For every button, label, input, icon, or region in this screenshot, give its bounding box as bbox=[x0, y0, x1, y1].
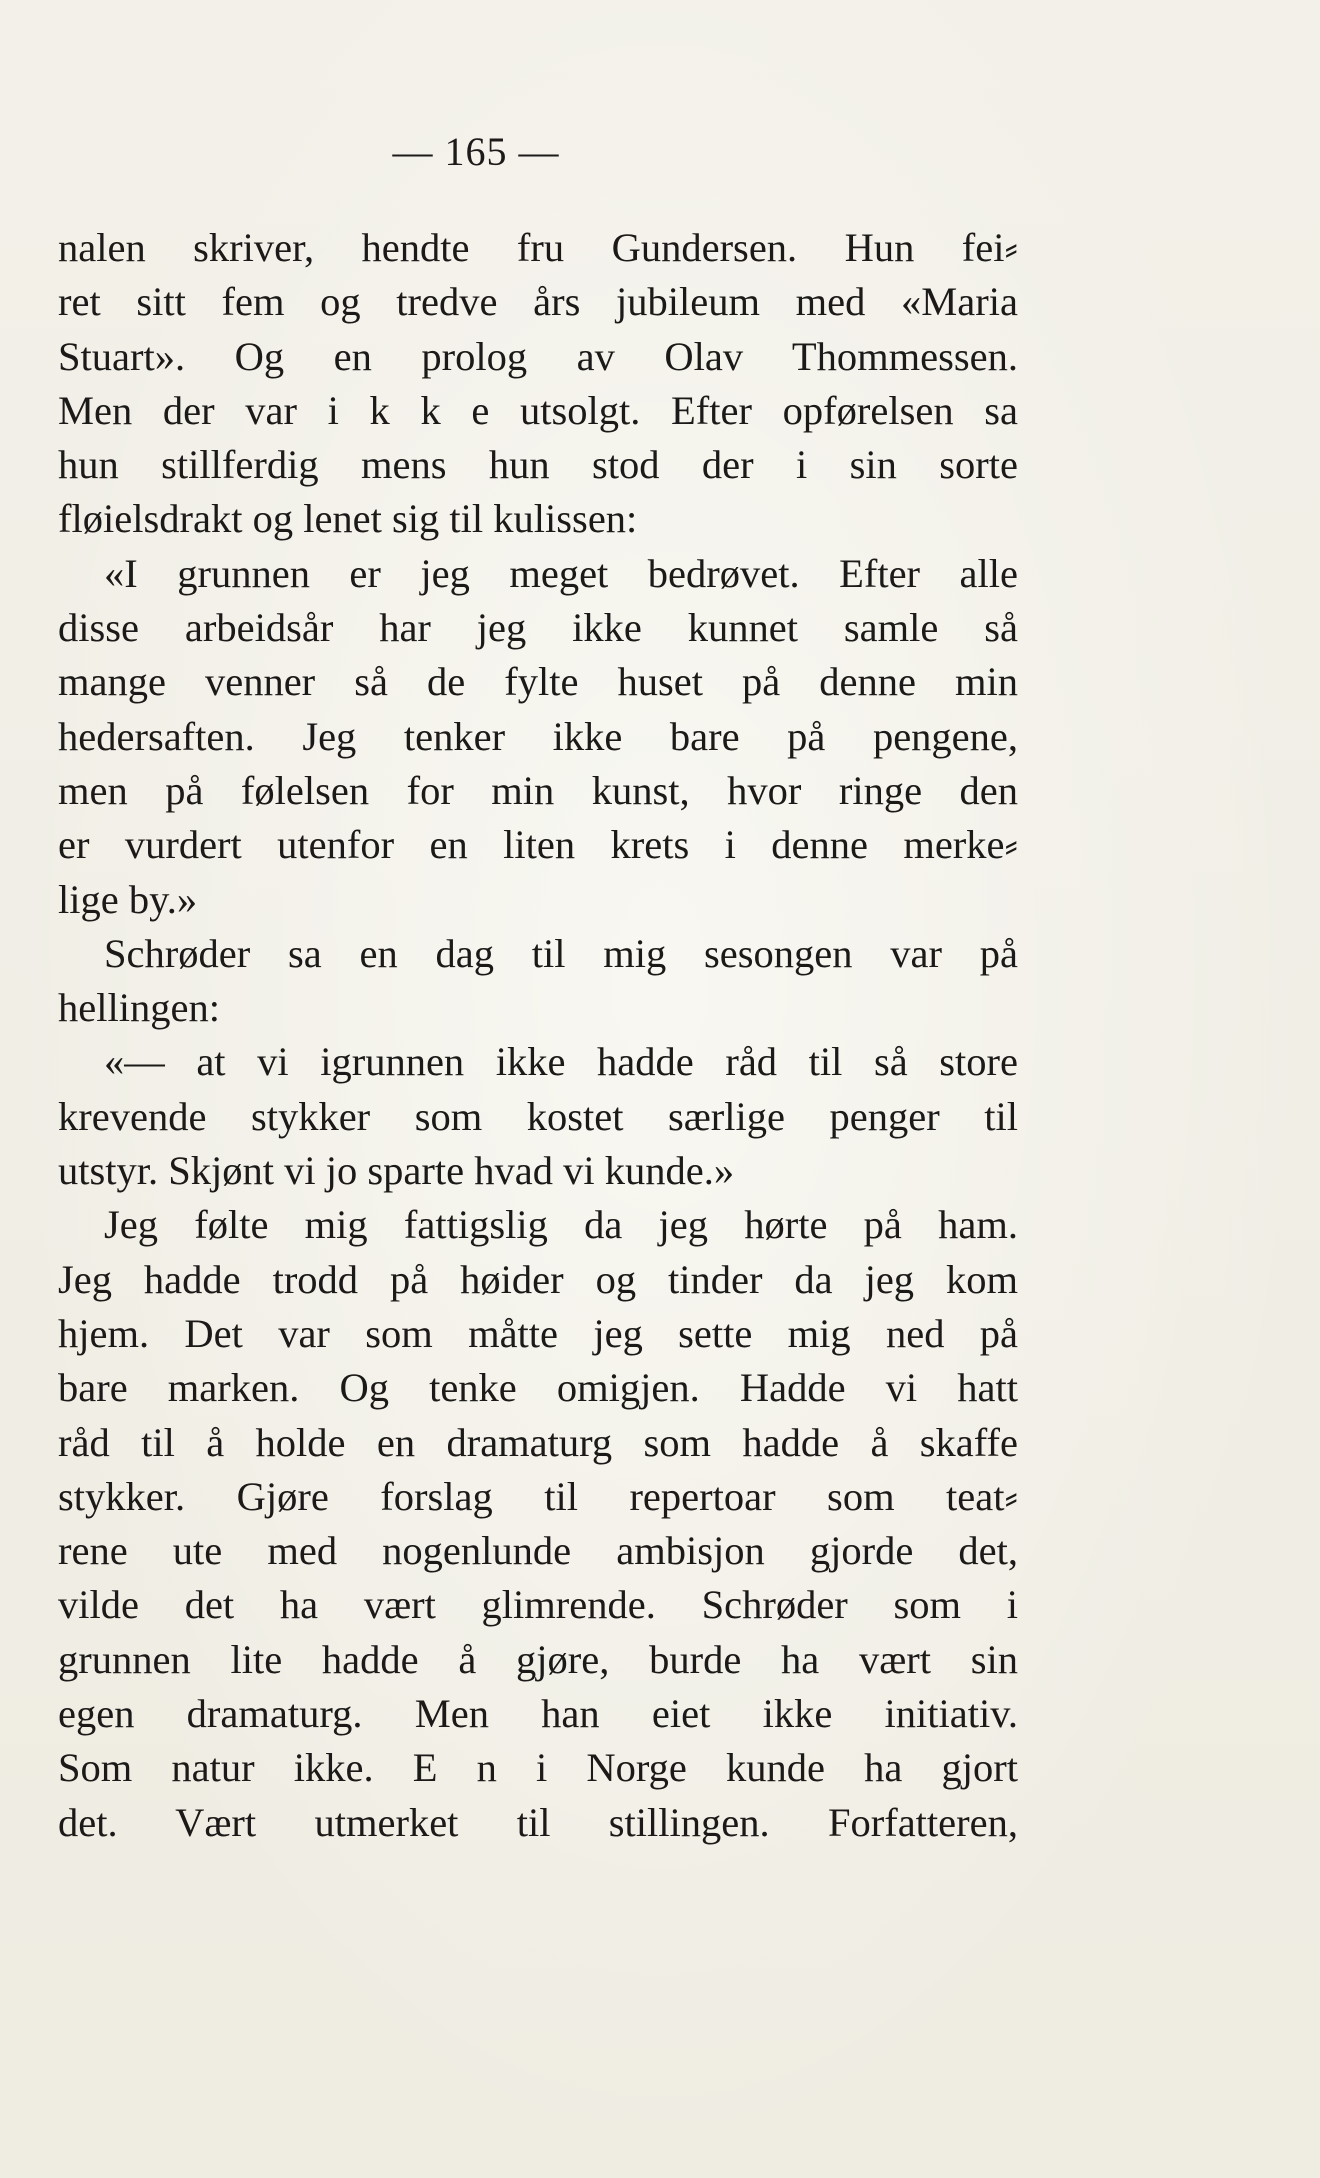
text-line: stykker. Gjøre forslag til repertoar som teat⸗ bbox=[58, 1473, 1018, 1519]
text-line: utstyr. Skjønt vi jo sparte hvad vi kunde.» bbox=[58, 1148, 735, 1194]
text-line: er vurdert utenfor en liten krets i denne merke⸗ bbox=[58, 822, 1018, 868]
text-line: «I grunnen er jeg meget bedrøvet. Efter alle bbox=[104, 550, 1018, 596]
text-line: krevende stykker som kostet særlige penger til bbox=[58, 1093, 1018, 1139]
text-line: grunnen lite hadde å gjøre, burde ha vært sin bbox=[58, 1636, 1018, 1682]
text-line: mange venner så de fylte huset på denne min bbox=[58, 659, 1018, 705]
page-number: — 165 — bbox=[392, 129, 560, 174]
text-line: ret sitt fem og tredve års jubileum med «Maria bbox=[58, 279, 1018, 325]
text-line: fløielsdrakt og lenet sig til kulissen: bbox=[58, 496, 638, 542]
text-line: hedersaften. Jeg tenker ikke bare på pengene, bbox=[58, 713, 1018, 759]
text-line: Jeg følte mig fattigslig da jeg hørte på ham. bbox=[104, 1202, 1018, 1248]
text-line: nalen skriver, hendte fru Gundersen. Hun fei⸗ bbox=[58, 225, 1018, 270]
text-line: men på følelsen for min kunst, hvor ringe den bbox=[58, 767, 1018, 813]
text-line: Men der var i k k e utsolgt. Efter opførelsen sa bbox=[58, 387, 1018, 433]
text-line: bare marken. Og tenke omigjen. Hadde vi hatt bbox=[58, 1365, 1018, 1411]
text-line: Jeg hadde trodd på høider og tinder da jeg kom bbox=[58, 1256, 1018, 1302]
text-line: egen dramaturg. Men han eiet ikke initiativ. bbox=[58, 1691, 1018, 1737]
text-line: Stuart». Og en prolog av Olav Thommessen. bbox=[58, 333, 1018, 379]
text-line: «— at vi igrunnen ikke hadde råd til så store bbox=[104, 1039, 1018, 1085]
text-line: hellingen: bbox=[58, 985, 220, 1031]
text-line: Som natur ikke. E n i Norge kunde ha gjort bbox=[58, 1745, 1018, 1791]
text-line: hun stillferdig mens hun stod der i sin sorte bbox=[58, 442, 1018, 488]
text-line: hjem. Det var som måtte jeg sette mig ned på bbox=[58, 1310, 1018, 1356]
text-line: disse arbeidsår har jeg ikke kunnet samle så bbox=[58, 605, 1018, 651]
body-text bbox=[58, 221, 1018, 1850]
text-line: det. Vært utmerket til stillingen. Forfatteren, bbox=[58, 1799, 1018, 1845]
text-line: råd til å holde en dramaturg som hadde å skaffe bbox=[58, 1419, 1018, 1465]
text-line: lige by.» bbox=[58, 876, 198, 922]
text-line: vilde det ha vært glimrende. Schrøder som i bbox=[58, 1582, 1018, 1628]
text-line: rene ute med nogenlunde ambisjon gjorde det, bbox=[58, 1528, 1018, 1574]
text-line: Schrøder sa en dag til mig sesongen var på bbox=[104, 930, 1018, 976]
